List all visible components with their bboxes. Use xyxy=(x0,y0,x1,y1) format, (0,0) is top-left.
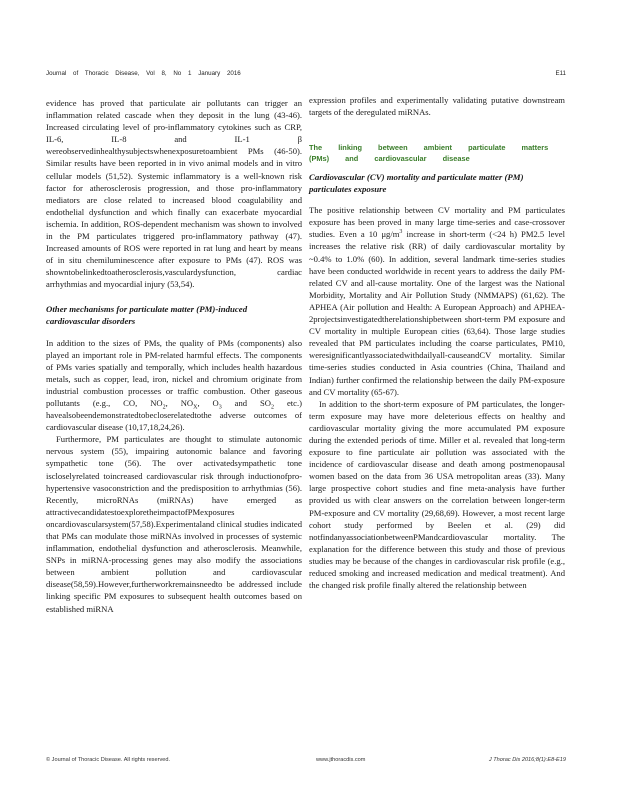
header-word: 2016 xyxy=(226,70,241,77)
journal-title xyxy=(46,70,246,77)
text-span: The positive relationship between CV mortality and PM particulates exposure has been proved in many large time-series and case-crossover studies. Even a 10 μg/m xyxy=(309,205,565,240)
page-number: E11 xyxy=(555,70,566,77)
header-word: 1 xyxy=(188,70,192,77)
text-span: In addition to the sizes of PMs, the quality of PMs (components) also played an important role in PM-related harmful effects. The components of PMs varies spatially and temporally, which includes health hazardous metals, such as copper, lead, iron, nickel and chromium originate from industrial combustion processes or traffic combustion. Other gaseous pollutants (e.g., CO, NO xyxy=(46,337,302,408)
paragraph-short-term xyxy=(309,204,565,398)
paragraph-long-term: In addition to the short-term exposure of PM particulates, the longer-term exposure may have more deleterious effects on healthy and cardiovascular mortality giving the more accumulated PM exposure during the extended periods of time. Miller et al. revealed that long-term exposure to fine particulate air pollution was associated with the incidence of cardiovascular disease and death among postmenopausal women based on the data from 36 USA metropolitan areas (33). Many large prospective cohort studies and fine meta-analysis have further provided us with clear answers on the correlation between longer-term PM-exposure and CV mortality (29,68,69). However, a most recent large cohort study performed by Beelen et al. (29) did notfindanyassociationbetweenPMandcardiovascular mortality. The explanation for the difference between this study and those of previous studies may be because of the changes in cardiovascular risk profile (e.g., reduced smoking and increased medication and medical treatment). And the changed risk profile finally altered the relationship between xyxy=(309,398,565,591)
header-word: January xyxy=(198,70,221,77)
header-word: Thoracic xyxy=(84,70,109,77)
header-word: Disease, xyxy=(115,70,140,77)
subscript: 2 xyxy=(162,404,166,411)
text-span: etc.) havealsobeendemonstratedtobecloserelatedtothe adverse outcomes of cardiovascular disease (10,17,18,24,26). xyxy=(46,397,302,433)
subscript: 2 xyxy=(271,404,275,411)
paragraph-mirna-continued: expression profiles and experimentally validating putative downstream targets of the deregulated miRNAs. xyxy=(309,95,565,118)
subsection-heading-cv-mortality: Cardiovascular (CV) mortality and particulate matter (PM) particulates exposure xyxy=(309,172,524,195)
running-header xyxy=(46,70,566,77)
citation: J Thorac Dis 2016;8(1):E8-E19 xyxy=(488,757,566,763)
paragraph-inflammation: evidence has proved that particulate air pollutants can trigger an inflammation related cascade when they deposit in the lung (43-46). Increased circulating level of pro-inflammatory cytokines such as CRP, IL-6, IL-8 and IL-1 β wereobservedinhealthysubjectswhenexposuretoambient PMs (46-50). Similar results have been reported in in vivo animal models and in vitro cellular models (51,52). Systemic inflammatory is a well-known risk factor for atherosclerosis progression, and those pro-inflammatory mediators are close related to increased blood coagulability and endothelial dysfunction and which finally can exacerbate myocardial ischemia. In addition, ROS-dependent mechanism was shown to involved in the PM particulates triggered pro-inflammatory pathway (47). Increased amounts of ROS were reported in rat lung and heart by means of in situ chemiluminescence after exposure to PMs (47). ROS was showntobelinkedtoatherosclerosis,vasculardysfunction, cardiac arrhythmias and myocardial injury (53,54). xyxy=(46,98,302,290)
copyright-notice: © Journal of Thoracic Disease. All rights reserved. xyxy=(46,757,171,763)
right-column xyxy=(309,94,565,591)
superscript: 3 xyxy=(399,229,403,236)
header-word: Journal xyxy=(46,70,67,77)
header-word: of xyxy=(73,70,79,77)
journal-url: www.jthoracdis.com xyxy=(316,757,366,763)
subscript: 3 xyxy=(218,404,222,411)
left-column xyxy=(46,97,302,615)
header-word: No xyxy=(173,70,182,77)
text-span: , O xyxy=(197,397,219,408)
text-span: increase in short-term (<24 h) PM2.5 level increases the relative risk (RR) of daily cardiovascular mortality by ~0.4% to 1.0% (60). In addition, several landmark time-series studies have been conducted worldwide in recent years to address the daily PM-related CV and all-cause mortality. One of the largest was the National Morbidity, Mortality and Air Pollution Study (NMMAPS) (61,62). The APHEA (Air pollution and Health: A European Approach) and APHEA-2projectsinvestigatedtherelationshipbetween short-term PM exposure and CV mortality in multiple European cities (63,64). Those large studies revealed that PM particulates including the coarse particulates, PM10, weresignificantlyassociatedwithdailyall-causeandCV mortality. Similar time-series studies conducted in Asia countries (China, Thailand and Indian) further confirmed the relationship between the daily PM-exposure and CV mortality (65-67). xyxy=(309,229,565,397)
header-word: Vol xyxy=(146,70,155,77)
subscript: X xyxy=(193,404,198,411)
text-span: , NO xyxy=(165,397,194,408)
section-heading-other-mechanisms: Other mechanisms for particulate matter (PM)-induced cardiovascular disorders xyxy=(46,303,248,326)
paragraph-components xyxy=(46,337,302,434)
header-word: 8, xyxy=(161,70,167,77)
text-span: and SO xyxy=(221,397,272,408)
section-heading-linking: The linking between ambient particulate matters (PMs) and cardiovascular disease xyxy=(309,143,549,164)
paragraph-autonomic: Furthermore, PM particulates are thought to stimulate autonomic nervous system (55), impairing autonomic balance and favoring sympathetic tone (56). The over activatedsympathetic tone iscloselyrelated toincreased cardiovascular risk through inductionofpro-hypertensive vasoconstriction and the predisposition to arrhythmias (56). Recently, microRNAs (miRNAs) have emerged as attractivecandidatestoexploretheimpactofPMexposures oncardiovascularsystem(57,58).Experimentaland clinical studies indicated that PMs can modulate those miRNAs involved in processes of systemic inflammation, endothelial dysfunction and atherosclerosis. Meanwhile, SNPs in miRNA-processing genes may also modify the associations between ambient pollution and cardiovascular disease(58,59).However,furtherworkremainsneedto be addressed include linking specific PM exposures to subsequent health outcomes based on established miRNA xyxy=(46,434,302,614)
